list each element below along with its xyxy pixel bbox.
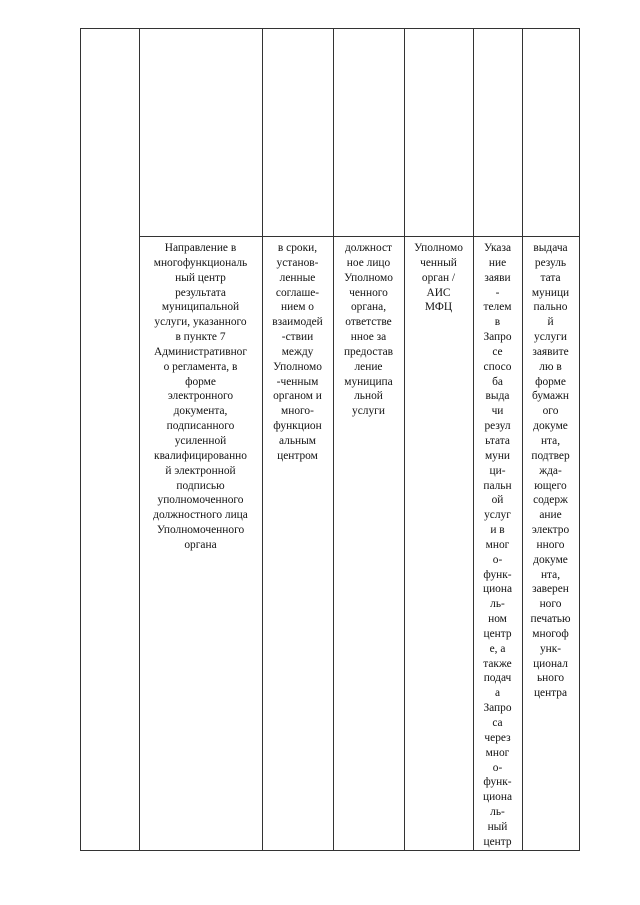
table-cell-action: Направление в многофункциональ ный центр результата муниципальной услуги, указанного в пункте 7 Административног о регламента, в форме электронного документа, подписанного усиленной квалифицированно й электронной подписью уполномоченного должностного лица Уполномоченного органа <box>153 242 248 551</box>
table-cell-system: Уполномо ченный орган / АИС МФЦ <box>414 242 463 314</box>
table-border-left <box>80 28 81 850</box>
table-cell-result: выдача резуль тата муници пально й услуги заявите лю в форме бумажн ого докуме нта, подтвер ждa- ющего содерж ание электро нного докуме нта, заверен ного печатью многоф унк- ционал ьного центра <box>530 242 571 700</box>
column-divider-3 <box>333 28 334 850</box>
column-divider-4 <box>404 28 405 850</box>
table-border-right <box>579 28 580 850</box>
table-cell-deadline: в сроки, установ- ленные соглаше- нием о взаимодей -ствии между Уполномо -ченным органом и много- функцион альным центром <box>272 242 323 462</box>
row-divider <box>139 236 580 237</box>
table-border-top <box>80 28 580 29</box>
table-cell-criteria: Указа ние заяви - телем в Запро се спосо ба выда чи резул ьтата муни ци- пальн ой услуг и в мног о- функ- циона ль- ном центр е, а также подач а Запро са через мног о- функ- циона ль- ный центр <box>482 242 513 848</box>
table-border-bottom <box>80 850 580 851</box>
table-cell-responsible: должност ное лицо Уполномо ченного органа, ответстве нное за предостав ление муниципа льной услуги <box>343 242 394 418</box>
